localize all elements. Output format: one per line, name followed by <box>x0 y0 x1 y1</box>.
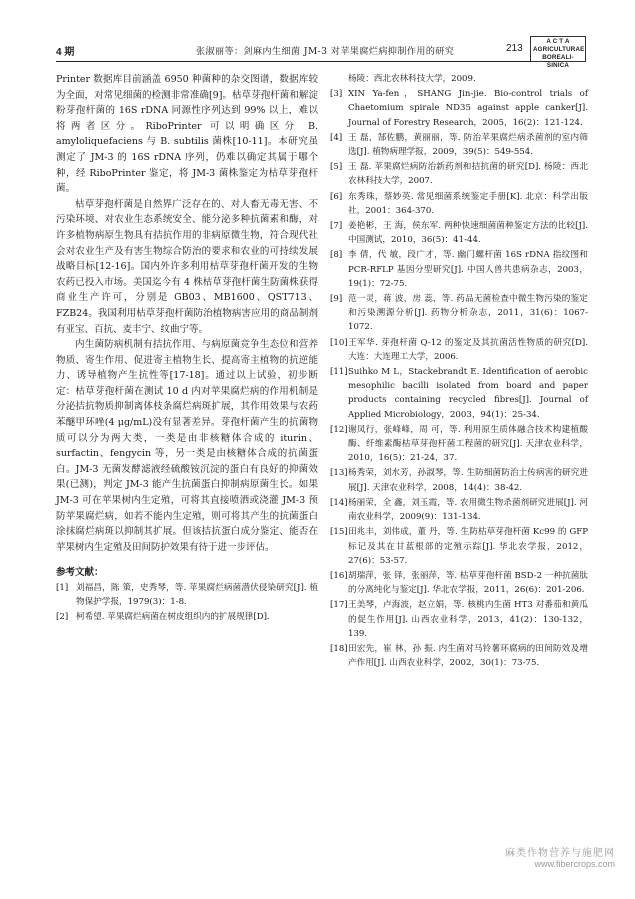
reference-number: [4] <box>330 132 343 143</box>
reference-number: [11] <box>330 367 348 378</box>
reference-text: 范一灵，蒋 波，房 蕊，等. 药品无菌检查中微生物污染的鉴定和污染溯源分析[J]. 药物分析杂志，2011，31(6)：1067-1072. <box>348 294 588 333</box>
right-column <box>330 72 588 671</box>
reference-entry <box>330 466 588 494</box>
reference-number: [9] <box>330 294 343 305</box>
reference-entry <box>330 423 588 466</box>
issue-number: 4 期 <box>56 47 75 58</box>
body-paragraph: 枯草芽孢杆菌是自然界广泛存在的、对人畜无毒无害、不污染环境、对农业生态系统安全、能分泌多种抗菌素和酶，对许多植物病原生物具有拮抗作用的非病原微生物，符合现代社会对农业生产及有害生物综合防治的要求和农业的可持续发展战略目标[12-16]。国内外许多利用枯草芽孢杆菌开发的生物农药已投入市场。美国迄今有 4 株枯草芽孢杆菌生防菌株获得商业生产许可，分别是 GB03、MB1600、QST713、FZB24。我国利用枯草芽孢杆菌防治植物病害应用的商品制剂有亚宝、百抗、麦丰宁、纹曲宁等。 <box>56 198 318 335</box>
reference-number: [7] <box>330 221 343 232</box>
reference-text: 胡瑞萍，张 铎，张丽萍，等. 枯草芽孢杆菌 BSD-2 一种抗菌肽的分离纯化与鉴定[J]. 华北农学报，2011，26(6)：201-206. <box>348 570 588 596</box>
reference-number: [10] <box>330 337 348 348</box>
reference-entry <box>330 292 588 335</box>
reference-text: 杨丽荣，全 鑫，刘玉霞，等. 农用微生物杀菌剂研究进展[J]. 河南农业科学，2009(9)：131-134. <box>348 497 588 523</box>
reference-entry <box>330 525 588 568</box>
reference-text: 杨秀荣，刘水芳，孙淑琴，等. 生防细菌防治土传病害的研究进展[J]. 天津农业科学，2008，14(4)：38-42. <box>348 468 588 493</box>
reference-entry <box>56 581 318 609</box>
left-column <box>56 72 318 626</box>
reference-entry <box>330 496 588 524</box>
reference-text: 王 磊. 苹果腐烂病防治新药剂和拮抗菌的研究[D]. 杨陵：西北农林科技大学，2007. <box>348 162 588 187</box>
reference-list <box>56 581 318 625</box>
reference-entry <box>330 219 588 247</box>
reference-number: [14] <box>330 497 348 508</box>
logo-line: AGRICULTURAE <box>533 46 585 53</box>
reference-text: 谢凤行，张峰峰，周 可，等. 利用原生质体融合技术构建植酸酶、纤维素酶枯草芽孢杆菌工程菌的研究[J]. 天津农业科学，2010，16(5)：21-24，37. <box>348 424 588 464</box>
reference-list <box>330 72 588 670</box>
reference-text: 田宏先，崔 林，孙 振. 内生菌对马铃薯环腐病的田间防效及增产作用[J]. 山西农业科学，2002，30(1)：73-75. <box>348 643 588 669</box>
reference-entry <box>56 610 318 624</box>
reference-text: 姜艳彬，王 海，侯东军. 两种快速细菌菌种鉴定方法的比较[J]. 中国测试，2010，36(5)：41-44. <box>348 221 588 246</box>
reference-number: [13] <box>330 468 348 479</box>
running-header <box>56 38 586 69</box>
watermark <box>505 844 615 869</box>
reference-number: [16] <box>330 570 348 581</box>
reference-number: [6] <box>330 191 343 202</box>
reference-number: [2] <box>56 612 69 623</box>
reference-entry <box>330 190 588 218</box>
reference-entry <box>330 248 588 291</box>
reference-text: XIN Ya-fen，SHANG Jin-jie. Bio-control trials of Chaetomium spirale ND35 against apple canker[J]. Journal of Forestry Research，2005，16(2)：121-124. <box>348 89 588 128</box>
reference-text: 东秀珠，蔡妙英. 常见细菌系统鉴定手册[K]. 北京：科学出版社，2001：364-370. <box>348 191 588 216</box>
watermark-site-name: 麻类作物营养与施肥网 <box>505 848 615 859</box>
reference-entry <box>330 160 588 188</box>
reference-number: [12] <box>330 424 348 435</box>
body-paragraph: 内生菌防病机制有拮抗作用、与病原菌竞争生态位和营养物质、寄生作用、促进寄主植物生长、提高寄主植物的抗逆能力、诱导植物产生抗性等[17-18]。通过以上试验，初步断定：枯草芽孢杆菌在测试 10 d 内对苹果腐烂病的作用机制是分泌拮抗物质抑制离体枝条腐烂病斑扩展，其作用效果与农药苯醚甲环唑(4 μg/mL)没有显著差异。芽孢杆菌产生的抗菌物质可以分为两大类，一类是由非核糖体合成的 iturin、surfactin、fengycin 等，另一类是由核糖体合成的抗菌蛋白。JM-3 无菌发酵滤液经硫酸铵沉淀的蛋白有良好的抑菌效果(已测)，判定 JM-3 能产生抗菌蛋白抑制病原菌生长。如果 JM-3 可在苹果树内生定殖，可将其直接喷洒或浇灌 JM-3 预防苹果腐烂病，如若不能内生定殖，则可将其产生的抗菌蛋白涂抹腐烂病斑以抑制其扩展。但该拮抗蛋白成分鉴定、能否在苹果树内生定殖及田间防护效果有待于进一步评估。 <box>56 339 318 553</box>
reference-number: [5] <box>330 162 343 173</box>
reference-entry <box>330 131 588 159</box>
reference-entry <box>330 365 588 422</box>
logo-line: BOREALI-SINICA <box>542 54 574 69</box>
watermark-url: www.fibercrops.com <box>534 859 615 869</box>
reference-text: 王美琴，卢海波，赵立娟，等. 核桃内生菌 HT3 对番茄和黄瓜的促生作用[J]. 山西农业科学，2013，41(2)：130-132，139. <box>348 600 588 639</box>
reference-text: 刘福昌，陈 策，史秀琴，等. 苹果腐烂病菌潜伏侵染研究[J]. 植物保护学报，1979(3)：1-8. <box>76 583 318 608</box>
reference-text: 杨陵：西北农林科技大学，2009. <box>348 74 476 84</box>
reference-number: [17] <box>330 600 348 611</box>
reference-entry <box>330 72 588 86</box>
reference-text: 柯希望. 苹果腐烂病菌在树皮组织内的扩展规律[D]. <box>76 612 270 623</box>
reference-entry <box>330 87 588 130</box>
running-title: 张淑丽等：剑麻内生细菌 JM-3 对苹果腐烂病抑制作用的研究 <box>196 47 455 57</box>
reference-entry <box>330 598 588 641</box>
reference-number: [3] <box>330 89 343 100</box>
reference-entry <box>330 569 588 597</box>
reference-text: 王军华. 芽孢杆菌 Q-12 的鉴定及其抗菌活性物质的研究[D]. 大连：大连理工大学，2006. <box>348 337 588 362</box>
reference-text: 田兆丰，刘伟成，董 丹，等. 生防枯草芽孢杆菌 Kc99 的 GFP 标记及其在甘蓝根部的定殖示踪[J]. 华北农学报，2012，27(6)：53-57. <box>348 527 588 566</box>
reference-entry <box>330 642 588 670</box>
references-heading: 参考文献： <box>56 567 104 579</box>
journal-logo <box>530 36 586 69</box>
reference-number: [1] <box>56 583 69 593</box>
reference-text: 李 倩，代 敏，段广才，等. 幽门螺杆菌 16S rDNA 指纹图和 PCR-RFLP 基因分型研究[J]. 中国人兽共患病杂志，2003，19(1)：72-75. <box>348 250 588 289</box>
reference-text: 王 磊，郜佐鹏，黄丽丽，等. 防治苹果腐烂病杀菌剂的室内筛选[J]. 植物病理学报，2009，39(5)：549-554. <box>348 132 588 158</box>
page-number: 213 <box>506 43 523 54</box>
body-paragraph: Printer 数据库目前涵盖 6950 种菌种的杂交图谱，数据库较为全面，对常见细菌的检测非常准确[9]。枯草芽孢杆菌和解淀粉芽孢杆菌的 16S rDNA 同源性序列达到 99% 以上，难以将两者区分。RiboPrinter 可以明确区分 B. amyloliquefaciens 与 B. subtilis 菌株[10-11]。本研究虽测定了 JM-3 的 16S rDNA 序列，仍难以确定其属于哪个种，经 RiboPrinter 鉴定，将 JM-3 菌株鉴定为枯草芽孢杆菌。 <box>56 74 318 195</box>
reference-number: [18] <box>330 643 348 654</box>
logo-line: A C T A <box>546 38 570 45</box>
reference-number: [8] <box>330 250 343 261</box>
reference-text: Suihko M L，Stackebrandt E. Identification of aerobic mesophilic bacilli isolated from board and paper products containing recycled fibres[J]. Journal of Applied Microbiology，2003，94(1)：25-34. <box>348 367 588 420</box>
reference-entry <box>330 336 588 364</box>
reference-number: [15] <box>330 527 348 538</box>
